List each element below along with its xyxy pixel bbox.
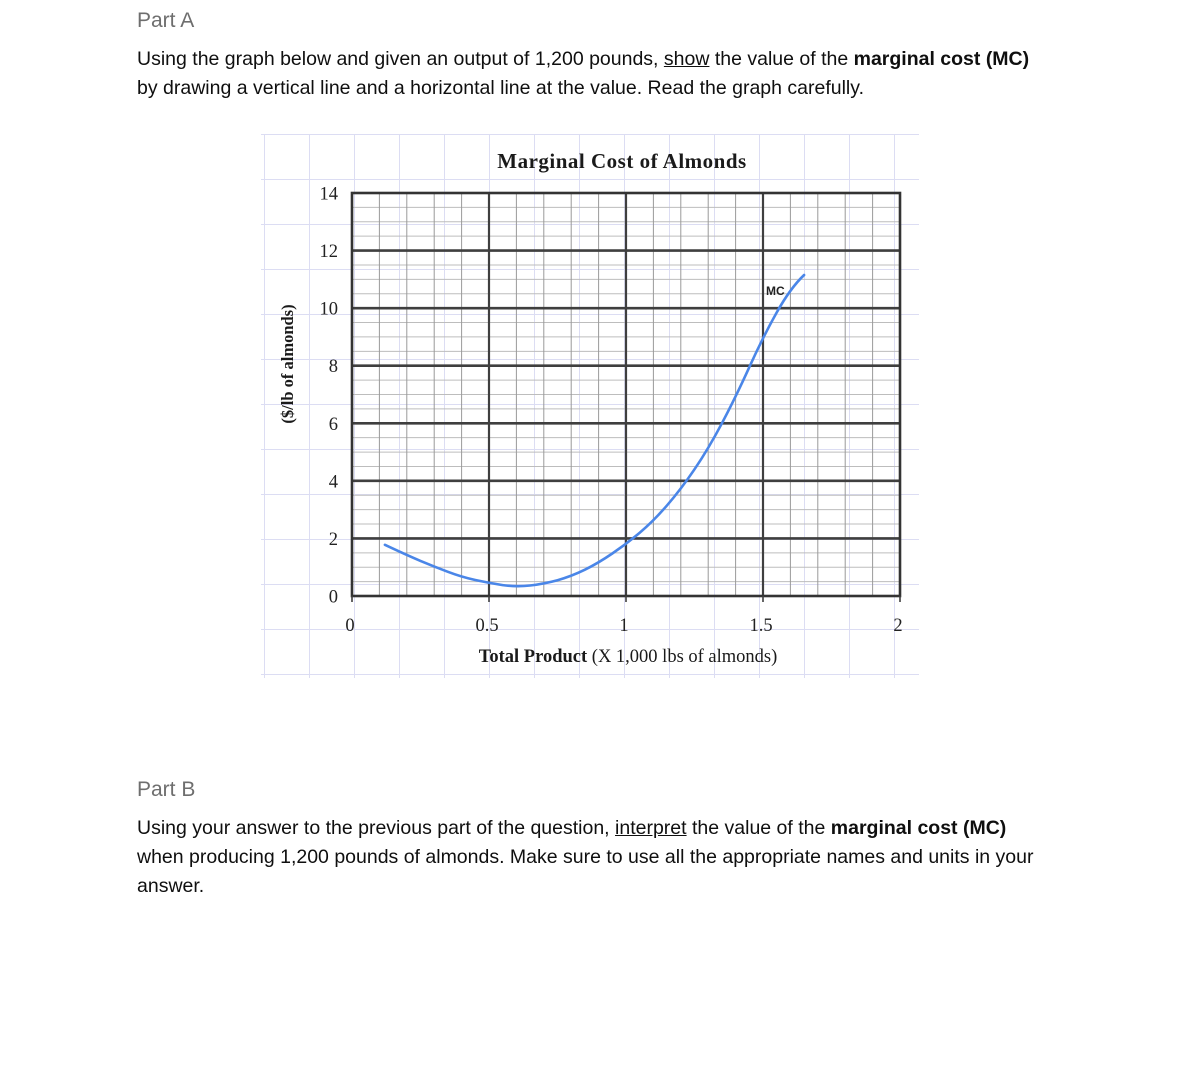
graph-canvas [260, 134, 920, 680]
plain-text: Using the graph below and given an output of 1,200 pounds, [137, 48, 664, 70]
y-axis-label: ($/lb of almonds) [278, 304, 297, 424]
y-tick-label: 14 [319, 184, 338, 205]
part-b-instructions [137, 814, 1045, 900]
x-tick-label: 0.5 [475, 616, 499, 636]
y-tick-label: 12 [319, 242, 338, 263]
part-b-heading: Part B [137, 778, 196, 801]
plain-text: the value of the [709, 48, 854, 70]
x-tick-label: 1 [619, 616, 629, 636]
plain-text: Using your answer to the previous part of the question, [137, 817, 616, 839]
marginal-cost-chart [260, 134, 920, 680]
x-tick-label: 1.5 [749, 616, 773, 636]
part-a-heading: Part A [137, 9, 195, 32]
x-axis-label: Total Product (X 1,000 lbs of almonds) [478, 647, 778, 667]
plain-text: when producing 1,200 pounds of almonds. Make sure to use all the appropriate names and units in your answer. [137, 845, 1034, 897]
x-tick-label: 0 [345, 616, 355, 636]
underlined-text: show [663, 48, 710, 70]
x-tick-label: 2 [893, 616, 903, 636]
mc-curve-label: MC [766, 283, 785, 298]
y-tick-label: 0 [328, 587, 338, 608]
y-tick-label: 8 [328, 357, 338, 378]
y-tick-label: 6 [328, 414, 338, 435]
plain-text: the value of the [686, 817, 831, 839]
part-a-instructions [137, 45, 1045, 103]
underlined-text: interpret [615, 817, 687, 839]
y-tick-label: 2 [328, 529, 338, 550]
y-tick-label: 10 [319, 299, 338, 320]
y-tick-label: 4 [328, 472, 338, 493]
chart-title: Marginal Cost of Almonds [497, 149, 747, 173]
bold-text: marginal cost (MC) [830, 817, 1007, 839]
bold-text: marginal cost (MC) [853, 48, 1030, 70]
plain-text: by drawing a vertical line and a horizontal line at the value. Read the graph carefully. [137, 76, 864, 99]
